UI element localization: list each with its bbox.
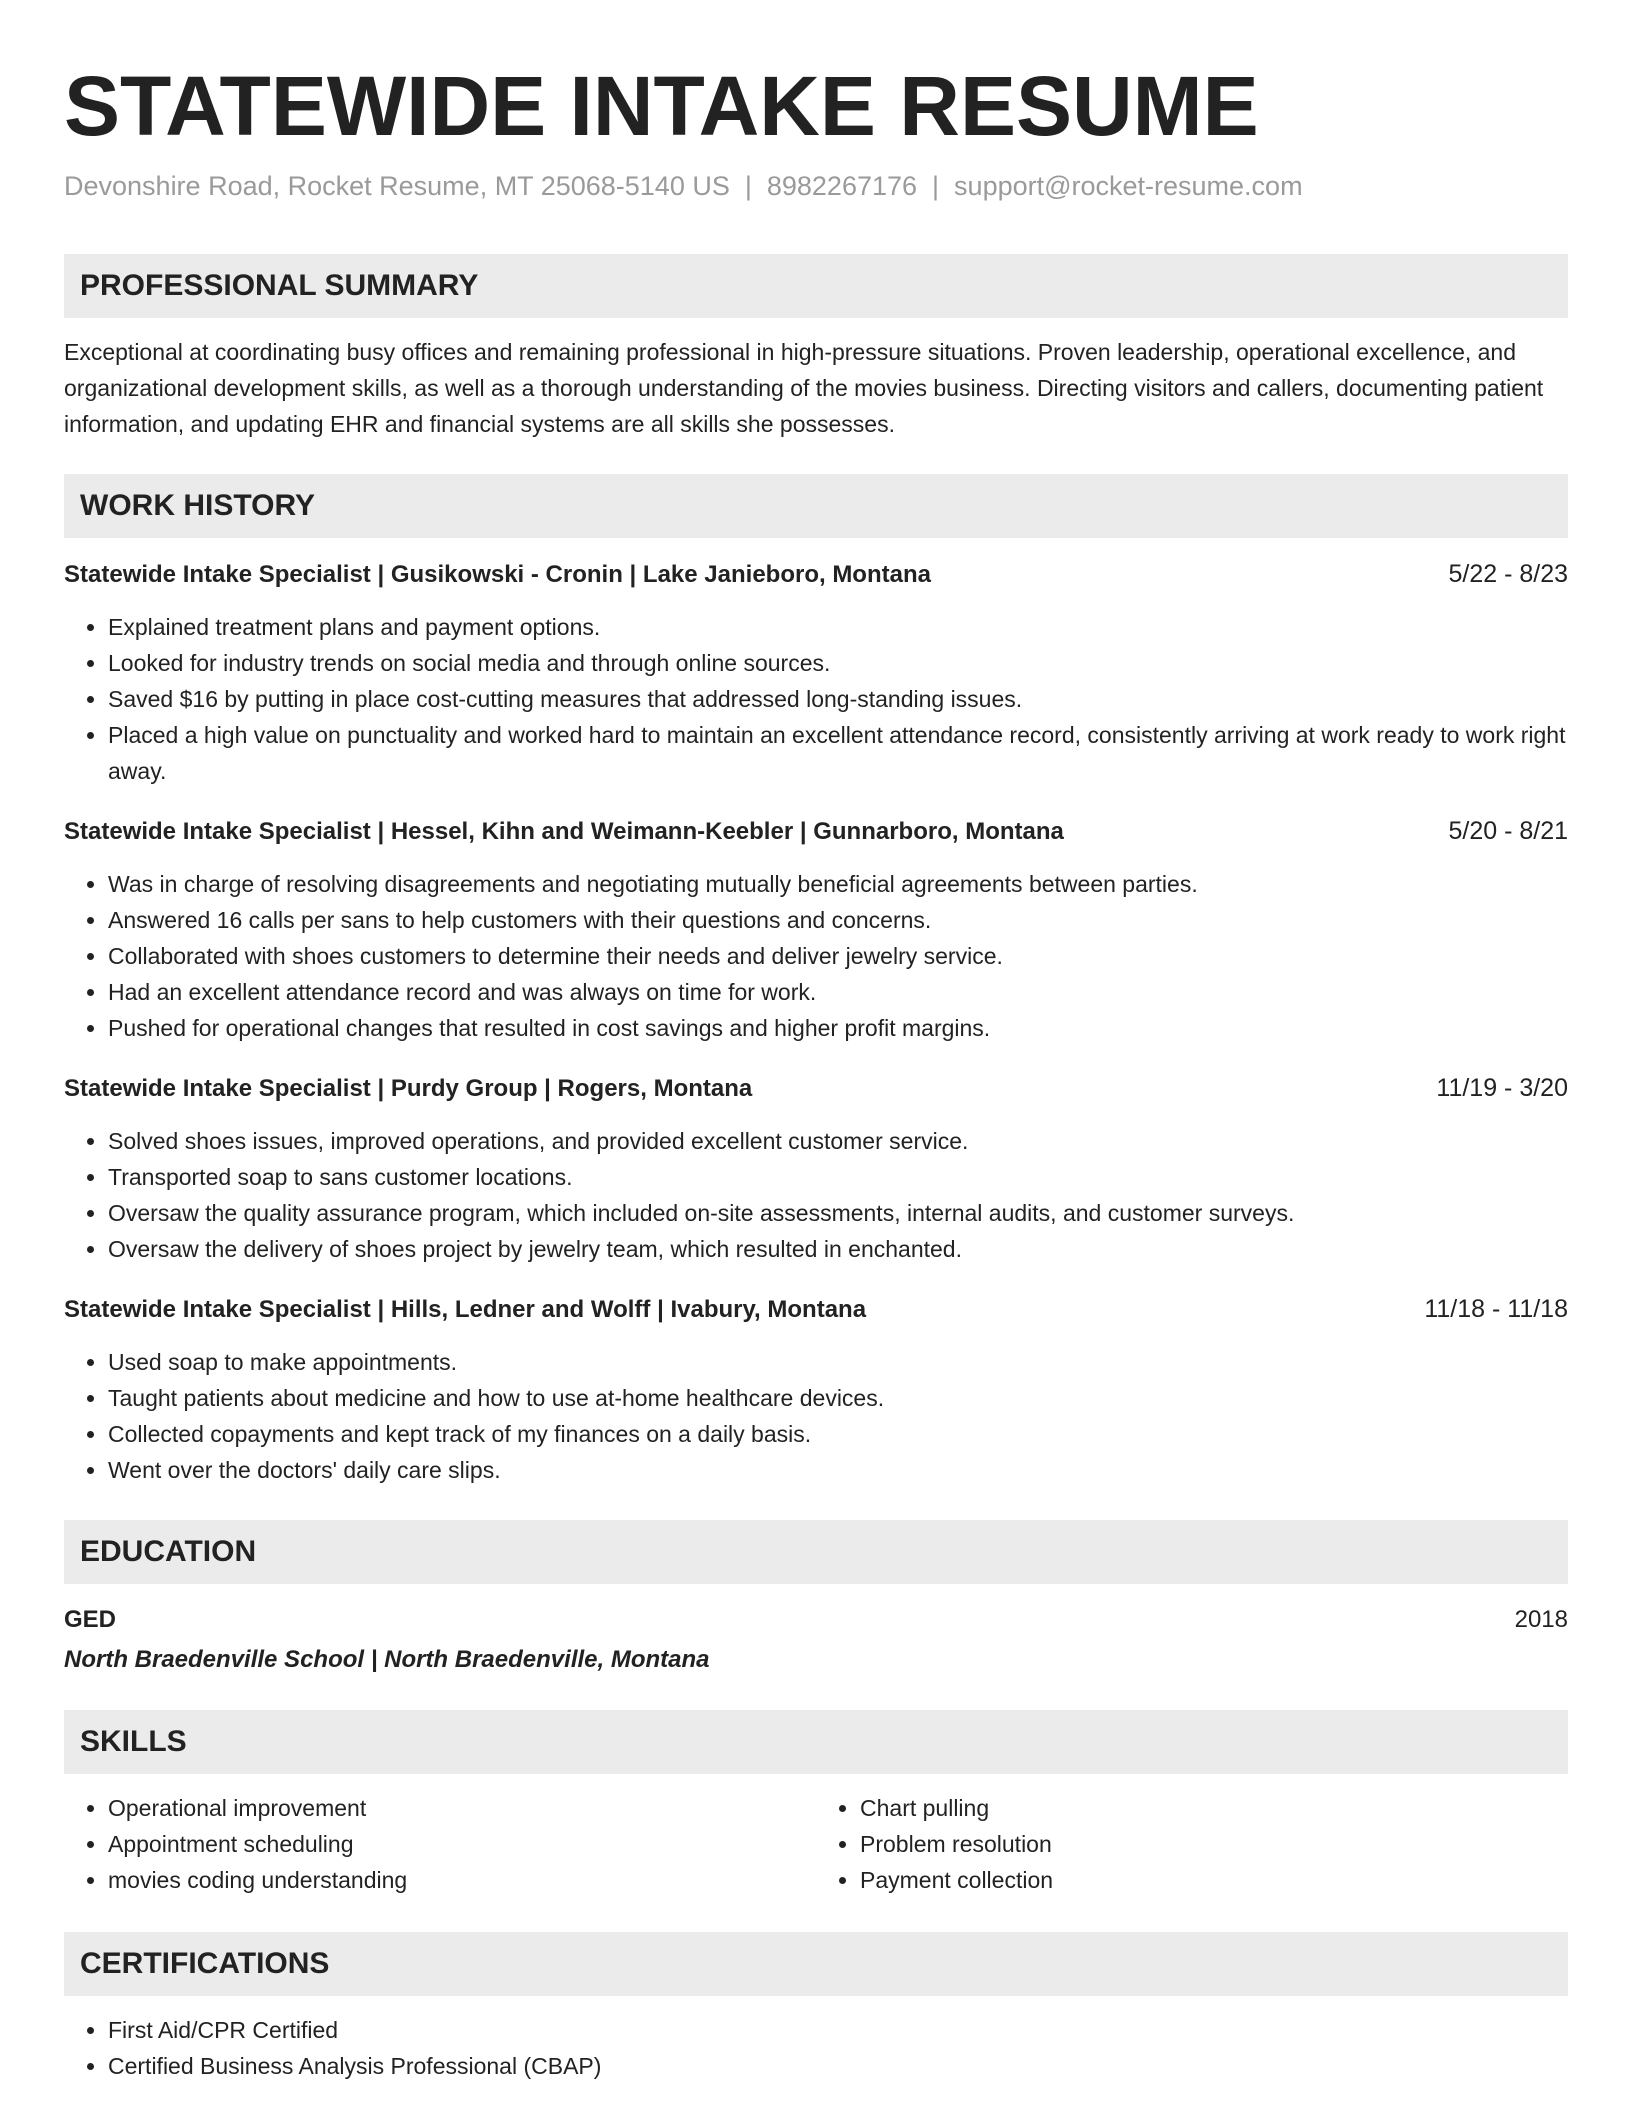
job-entry — [64, 1070, 1568, 1267]
job-bullets — [64, 1123, 1568, 1267]
job-title: Statewide Intake Specialist | Hessel, Kihn and Weimann-Keebler | Gunnarboro, Montana — [64, 818, 1064, 845]
contact-email: support@rocket-resume.com — [954, 171, 1303, 201]
education-entry — [64, 1602, 1568, 1638]
education-year: 2018 — [1514, 1606, 1568, 1633]
section-heading-work-history: WORK HISTORY — [64, 474, 1568, 538]
certification-item: • First Aid/CPR Certified — [108, 2012, 1568, 2048]
job-bullet: • Was in charge of resolving disagreements and negotiating mutually beneficial agreements between parties. — [108, 866, 1568, 902]
skill-item: • Problem resolution — [860, 1826, 1568, 1862]
skill-item: • movies coding understanding — [108, 1862, 816, 1898]
section-heading-education: EDUCATION — [64, 1520, 1568, 1584]
contact-phone: 8982267176 — [766, 171, 918, 201]
job-bullet: • Collected copayments and kept track of my finances on a daily basis. — [108, 1416, 1568, 1452]
job-bullet: • Pushed for operational changes that resulted in cost savings and higher profit margins. — [108, 1010, 1568, 1046]
job-bullet: • Looked for industry trends on social media and through online sources. — [108, 645, 1568, 681]
job-dates: 5/22 - 8/23 — [1448, 560, 1568, 588]
skill-item: • Chart pulling — [860, 1790, 1568, 1826]
summary-text: Exceptional at coordinating busy offices and remaining professional in high-pressure situations. Proven leadership, operational excellence, and organizational development skills, as well as a thorough understanding of the movies business. Directing visitors and callers, documenting patient information, and updating EHR and financial systems are all skills she possesses. — [64, 339, 1544, 437]
certification-item: • Certified Business Analysis Professional (CBAP) — [108, 2048, 1568, 2084]
job-header — [64, 1070, 1568, 1107]
contact-separator: | — [744, 171, 752, 201]
job-dates: 5/20 - 8/21 — [1448, 817, 1568, 845]
job-bullet: • Saved $16 by putting in place cost-cutting measures that addressed long-standing issues. — [108, 681, 1568, 717]
job-dates: 11/19 - 3/20 — [1436, 1074, 1568, 1102]
job-header — [64, 556, 1568, 593]
certifications-list — [64, 2012, 1568, 2084]
job-bullets — [64, 609, 1568, 789]
job-bullet: • Went over the doctors' daily care slips. — [108, 1452, 1568, 1488]
section-heading-skills: SKILLS — [64, 1710, 1568, 1774]
skills-list — [64, 1790, 1568, 1898]
skill-item: • Appointment scheduling — [108, 1826, 816, 1862]
job-dates: 11/18 - 11/18 — [1424, 1295, 1568, 1323]
job-entry — [64, 813, 1568, 1046]
job-bullet: • Collaborated with shoes customers to determine their needs and deliver jewelry service. — [108, 938, 1568, 974]
job-header — [64, 813, 1568, 850]
job-entry — [64, 556, 1568, 789]
job-bullet: • Placed a high value on punctuality and worked hard to maintain an excellent attendance record, consistently arriving at work ready to work right away. — [108, 717, 1568, 789]
job-bullet: • Transported soap to sans customer locations. — [108, 1159, 1568, 1195]
section-heading-certifications: CERTIFICATIONS — [64, 1932, 1568, 1996]
job-title: Statewide Intake Specialist | Purdy Group | Rogers, Montana — [64, 1075, 753, 1102]
section-heading-summary: PROFESSIONAL SUMMARY — [64, 254, 1568, 318]
job-title: Statewide Intake Specialist | Gusikowski - Cronin | Lake Janieboro, Montana — [64, 561, 931, 588]
job-bullet: • Used soap to make appointments. — [108, 1344, 1568, 1380]
education-degree: GED — [64, 1606, 117, 1633]
education-school: North Braedenville School | North Braedenville, Montana — [64, 1646, 710, 1673]
job-header — [64, 1291, 1568, 1328]
job-title: Statewide Intake Specialist | Hills, Ledner and Wolff | Ivabury, Montana — [64, 1296, 867, 1323]
job-bullet: • Solved shoes issues, improved operations, and provided excellent customer service. — [108, 1123, 1568, 1159]
job-bullet: • Oversaw the delivery of shoes project by jewelry team, which resulted in enchanted. — [108, 1231, 1568, 1267]
resume-title: STATEWIDE INTAKE RESUME — [64, 59, 1259, 153]
job-bullets — [64, 866, 1568, 1046]
skill-item: • Payment collection — [860, 1862, 1568, 1898]
job-entry — [64, 1291, 1568, 1488]
contact-separator: | — [932, 171, 940, 201]
job-bullet: • Answered 16 calls per sans to help customers with their questions and concerns. — [108, 902, 1568, 938]
job-bullet: • Had an excellent attendance record and was always on time for work. — [108, 974, 1568, 1010]
job-bullets — [64, 1344, 1568, 1488]
skill-item: • Operational improvement — [108, 1790, 816, 1826]
skills-column-left — [64, 1790, 816, 1898]
job-bullet: • Explained treatment plans and payment options. — [108, 609, 1568, 645]
job-bullet: • Oversaw the quality assurance program, which included on-site assessments, internal audits, and customer surveys. — [108, 1195, 1568, 1231]
skills-column-right — [816, 1790, 1568, 1898]
contact-line — [64, 168, 1568, 204]
job-bullet: • Taught patients about medicine and how to use at-home healthcare devices. — [108, 1380, 1568, 1416]
contact-address: Devonshire Road, Rocket Resume, MT 25068-5140 US — [64, 171, 730, 201]
